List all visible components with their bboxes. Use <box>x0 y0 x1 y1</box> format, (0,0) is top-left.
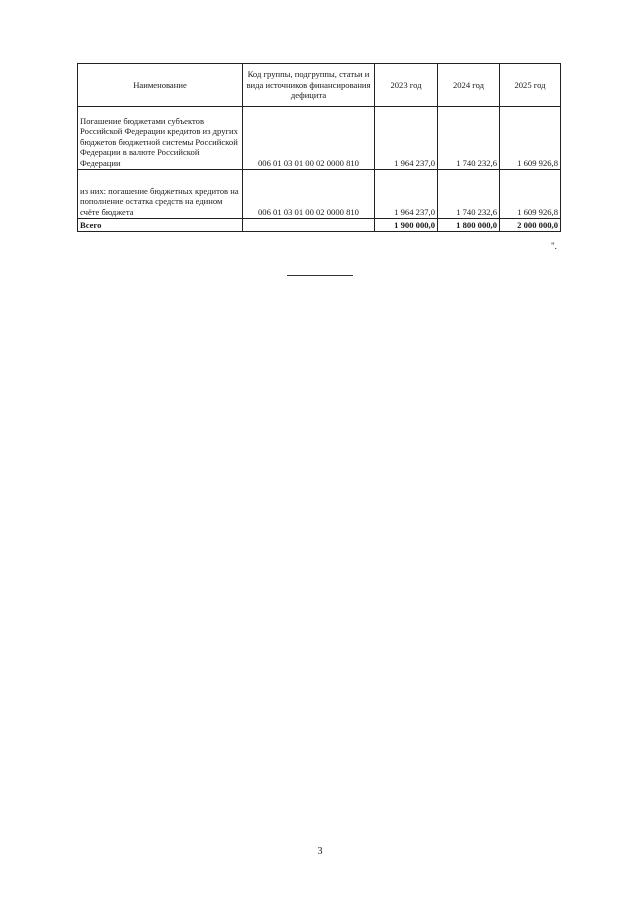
closing-quote-mark: ". <box>551 241 557 251</box>
row-value-2023: 1 964 237,0 <box>375 170 438 219</box>
header-code: Код группы, подгруппы, статьи и вида источников финансирования дефицита <box>243 64 375 107</box>
total-code <box>243 219 375 232</box>
row-code: 006 01 03 01 00 02 0000 810 <box>243 107 375 170</box>
total-label: Всего <box>78 219 243 232</box>
row-value-2025: 1 609 926,8 <box>500 107 561 170</box>
page-number: 3 <box>317 846 323 857</box>
total-value-2025: 2 000 000,0 <box>500 219 561 232</box>
row-value-2024: 1 740 232,6 <box>438 107 500 170</box>
header-2025: 2025 год <box>500 64 561 107</box>
budget-sources-table <box>77 63 561 232</box>
header-2024: 2024 год <box>438 64 500 107</box>
row-value-2023: 1 964 237,0 <box>375 107 438 170</box>
header-2023: 2023 год <box>375 64 438 107</box>
table-row <box>78 107 561 170</box>
row-value-2024: 1 740 232,6 <box>438 170 500 219</box>
header-name: Наименование <box>78 64 243 107</box>
total-value-2023: 1 900 000,0 <box>375 219 438 232</box>
separator-line <box>287 275 353 276</box>
row-value-2025: 1 609 926,8 <box>500 170 561 219</box>
total-value-2024: 1 800 000,0 <box>438 219 500 232</box>
table-header-row <box>78 64 561 107</box>
row-name: Погашение бюджетами субъектов Российской Федерации кредитов из других бюджетов бюджетной системы Российской Федерации в валюте Российской Федерации <box>78 107 243 170</box>
table-row <box>78 170 561 219</box>
row-name: из них: погашение бюджетных кредитов на пополнение остатка средств на едином счёте бюджета <box>78 170 243 219</box>
table-total-row <box>78 219 561 232</box>
row-code: 006 01 03 01 00 02 0000 810 <box>243 170 375 219</box>
